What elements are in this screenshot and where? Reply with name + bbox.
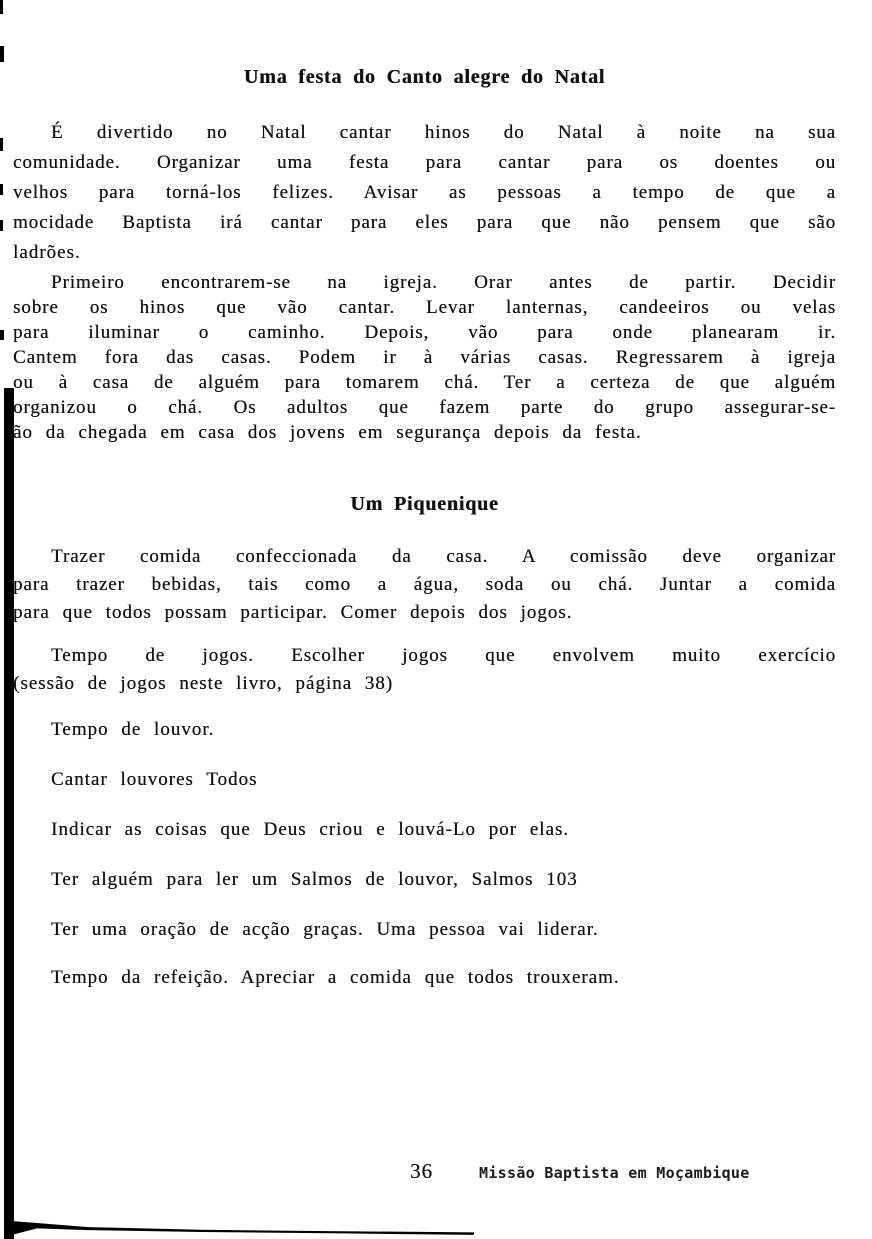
text-line: comunidade. Organizar uma festa para cantar para os doentes ou xyxy=(13,152,836,173)
section-heading-carol-party: Uma festa do Canto alegre do Natal xyxy=(243,66,606,88)
section-heading-picnic: Um Piquenique xyxy=(350,493,499,515)
text-line: para que todos possam participar. Comer depois dos jogos. xyxy=(13,602,573,623)
paragraph xyxy=(13,916,836,944)
text-line: Ter uma oração de acção graças. Uma pessoa vai liderar. xyxy=(51,919,599,940)
scan-speck xyxy=(0,330,4,340)
text-line: Tempo de jogos. Escolher jogos que envolvem muito exercício xyxy=(51,645,836,666)
text-line: organizou o chá. Os adultos que fazem parte do grupo assegurar-se- xyxy=(13,397,836,418)
paragraph xyxy=(13,964,836,992)
text-line: Cantem fora das casas. Podem ir à várias casas. Regressarem à igreja xyxy=(13,347,836,368)
page-footer xyxy=(410,1159,750,1184)
text-line: Tempo de louvor. xyxy=(51,719,215,740)
text-line: para iluminar o caminho. Depois, vão para onde planearam ir. xyxy=(13,322,836,343)
text-line: mocidade Baptista irá cantar para eles para que não pensem que são xyxy=(13,212,836,233)
paragraph xyxy=(13,866,836,894)
paragraph xyxy=(13,766,836,794)
scan-speck xyxy=(0,0,3,14)
text-line: Ter alguém para ler um Salmos de louvor, Salmos 103 xyxy=(51,869,578,890)
text-line: ão da chegada em casa dos jovens em segurança depois da festa. xyxy=(13,422,642,443)
text-line: ladrões. xyxy=(13,242,81,263)
scan-speck xyxy=(0,46,4,62)
text-line: Tempo da refeição. Apreciar a comida que todos trouxeram. xyxy=(51,967,620,988)
paragraph xyxy=(13,716,836,744)
text-line: ou à casa de alguém para tomarem chá. Ter a certeza de que alguém xyxy=(13,372,836,393)
text-line: (sessão de jogos neste livro, página 38) xyxy=(13,673,394,694)
text-line: Indicar as coisas que Deus criou e louvá-Lo por elas. xyxy=(51,819,570,840)
text-line: Trazer comida confeccionada da casa. A comissão deve organizar xyxy=(51,546,836,567)
text-line: velhos para torná-los felizes. Avisar as pessoas a tempo de que a xyxy=(13,182,836,203)
footer-imprint: Missão Baptista em Moçambique xyxy=(479,1164,750,1182)
paragraph xyxy=(13,543,836,627)
text-line: Cantar louvores Todos xyxy=(51,769,258,790)
text-line: para trazer bebidas, tais como a água, soda ou chá. Juntar a comida xyxy=(13,574,836,595)
scan-edge-artifact-bottom xyxy=(4,1219,474,1237)
text-line: sobre os hinos que vão cantar. Levar lanternas, candeeiros ou velas xyxy=(13,297,836,318)
text-line: Primeiro encontrarem-se na igreja. Orar antes de partir. Decidir xyxy=(51,272,836,293)
page-number: 36 xyxy=(410,1159,433,1183)
page-content xyxy=(13,0,836,992)
paragraph xyxy=(13,118,836,268)
paragraph xyxy=(13,642,836,698)
scan-speck xyxy=(0,184,3,195)
text-line: É divertido no Natal cantar hinos do Natal à noite na sua xyxy=(51,122,836,143)
scan-speck xyxy=(0,220,3,231)
scan-speck xyxy=(0,138,3,151)
paragraph xyxy=(13,816,836,844)
paragraph xyxy=(13,270,836,445)
